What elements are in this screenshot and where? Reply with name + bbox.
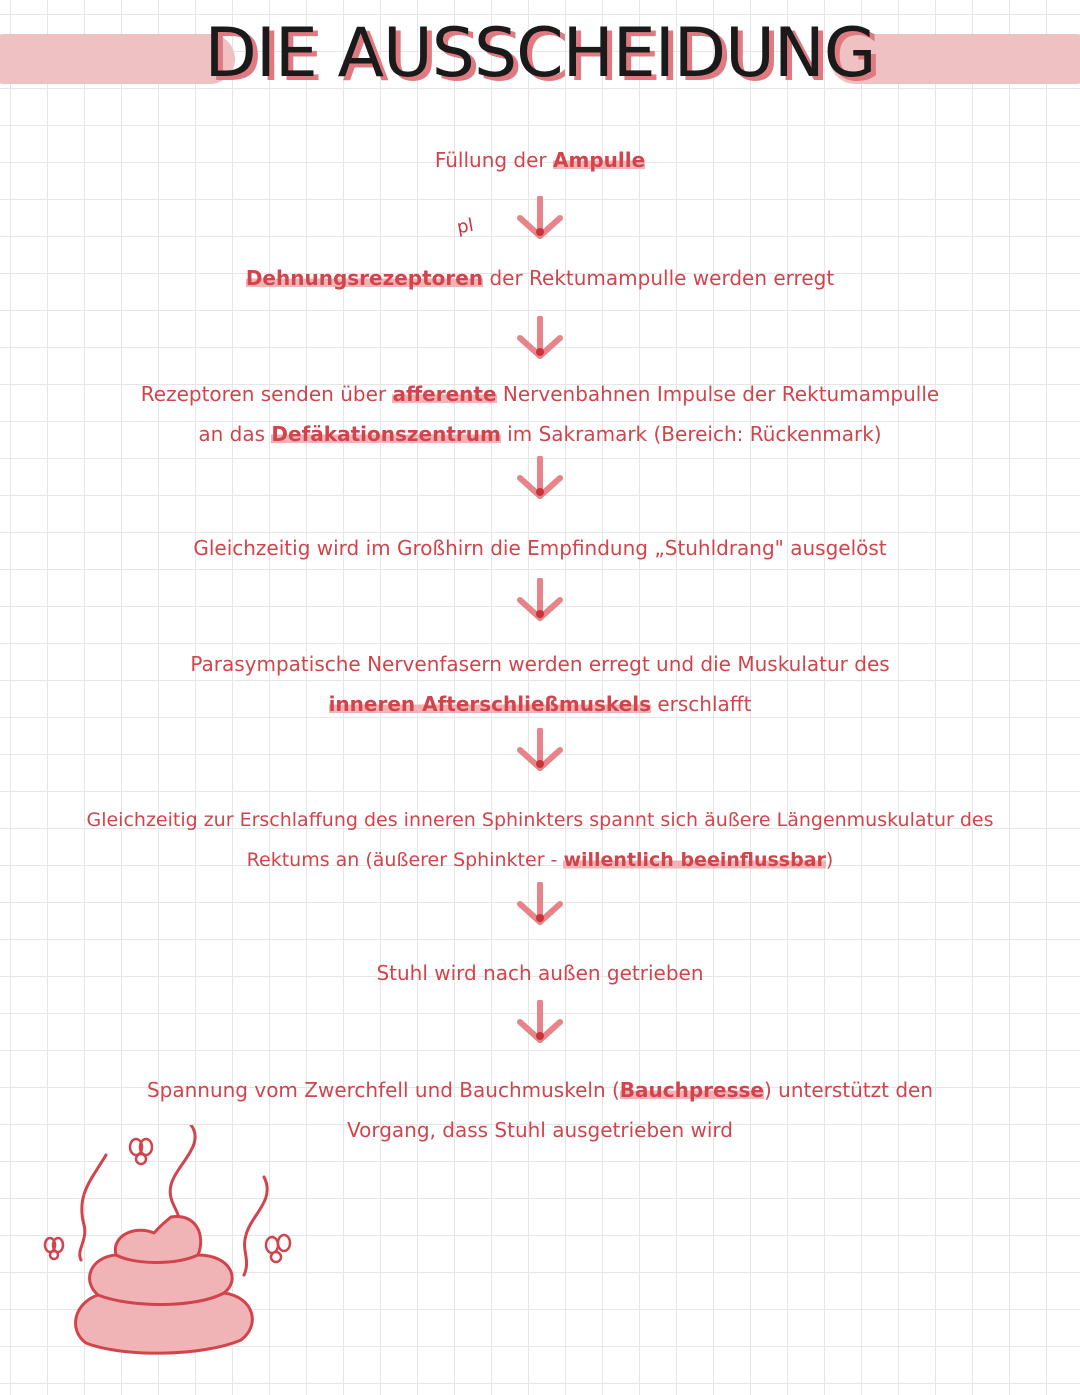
poop-icon [36,1125,316,1375]
step-2 [0,258,1080,298]
step-highlight: Bauchpresse [619,1078,764,1102]
step-line [0,684,1080,724]
step-line [0,414,1080,454]
step-text: Nervenbahnen Impulse der Rektumampulle [496,382,940,406]
arrow-down-icon [514,1000,566,1046]
step-highlight: Ampulle [553,148,646,172]
step-text: Gleichzeitig zur Erschlaffung des inneren Sphinkters spannt sich äußere Längenmuskulatur des [86,809,994,831]
step-1 [0,140,1080,180]
fly-icon [130,1139,152,1164]
step-text: Füllung der [434,148,554,172]
step-text: der Rektumampulle werden erregt [483,266,835,290]
step-3 [0,374,1080,454]
arrow-down-icon [514,316,566,362]
step-text: erschlafft [651,692,752,716]
step-text: ) unterstützt den [763,1078,934,1102]
step-text: ) [825,849,834,871]
step-highlight: Dehnungsrezeptoren [245,266,484,290]
step-text: an das [198,422,272,446]
step-text: Gleichzeitig wird im Großhirn die Empfindung „Stuhldrang" ausgelöst [193,536,887,560]
stink-line-icon [170,1125,195,1225]
fly-icon [45,1238,63,1259]
arrow-down-icon [514,456,566,502]
arrow-down-icon [514,578,566,624]
step-4 [0,528,1080,568]
step-text: Parasympatische Nervenfasern werden erregt und die Muskulatur des [190,652,890,676]
step-text: Spannung vom Zwerchfell und Bauchmuskeln ( [146,1078,620,1102]
step-text: Rezeptoren senden über [140,382,393,406]
step-line [0,374,1080,414]
arrow-down-icon [514,882,566,928]
step-line [0,644,1080,684]
step-line [0,1070,1080,1110]
step-highlight: inneren Afterschließmuskels [328,692,651,716]
step-line [0,840,1080,880]
step-7 [0,953,1080,993]
step-highlight: willentlich beeinflussbar [563,849,826,871]
step-line [0,800,1080,840]
step-5 [0,644,1080,724]
arrow-down-icon [514,196,566,242]
step-highlight: afferente [392,382,497,406]
margin-note: pl [455,214,476,239]
page-title: DIE AUSSCHEIDUNG [204,14,876,93]
step-6 [0,800,1080,880]
stink-line-icon [244,1177,267,1275]
stink-line-icon [80,1155,106,1260]
arrow-down-icon [514,728,566,774]
step-highlight: Defäkationszentrum [271,422,501,446]
step-text: Stuhl wird nach außen getrieben [376,961,704,985]
step-text: Vorgang, dass Stuhl ausgetrieben wird [346,1118,733,1142]
fly-icon [266,1235,290,1262]
step-text: Rektums an (äußerer Sphinkter - [246,849,564,871]
step-text: im Sakramark (Bereich: Rückenmark) [500,422,882,446]
